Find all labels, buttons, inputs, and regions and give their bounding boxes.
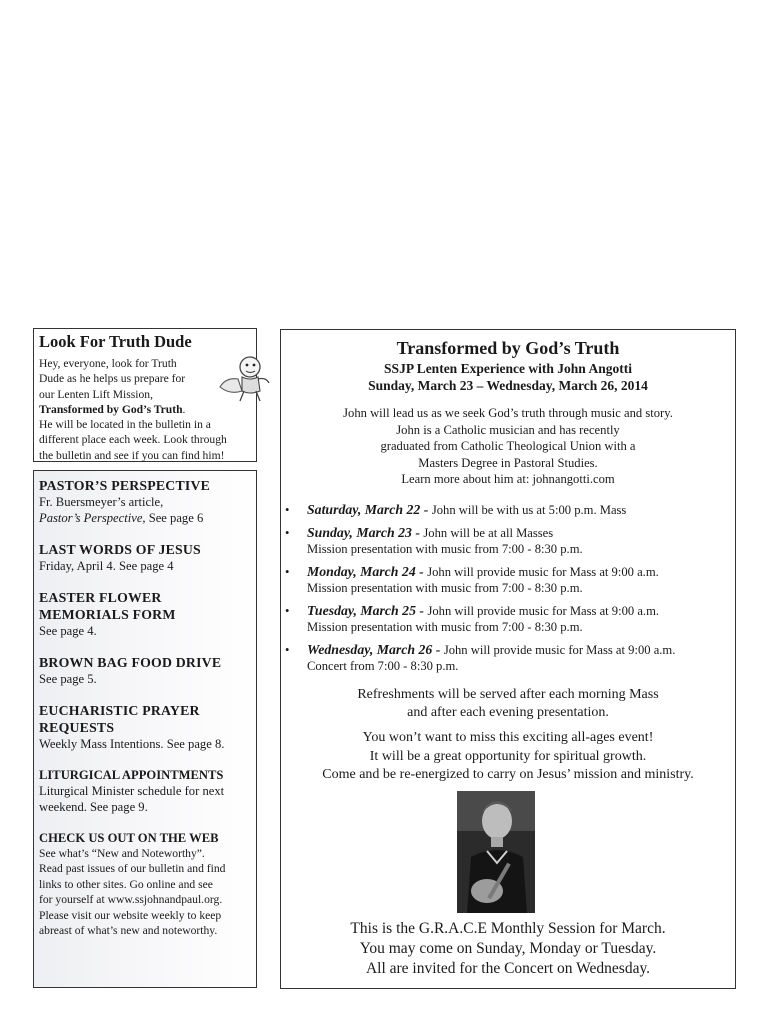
section-text: for yourself at www.ssjohnandpaul.org.: [39, 893, 223, 907]
truth-dude-line: He will be located in the bulletin in a: [39, 418, 211, 432]
intro-paragraph: [281, 405, 735, 488]
schedule-text: John will provide music for Mass at 9:00 a.m.: [427, 564, 659, 579]
schedule-item: [281, 603, 735, 636]
schedule-list: [281, 502, 735, 681]
section-title: CHECK US OUT ON THE WEB: [39, 831, 219, 845]
section-text: Weekly Mass Intentions. See page 8.: [39, 737, 225, 751]
grace-line: All are invited for the Concert on Wednesday.: [365, 960, 651, 977]
schedule-item: [281, 564, 735, 597]
section-title: EUCHARISTIC PRAYER: [39, 703, 200, 718]
intro-line: John will lead us as we seek God’s truth through music and story.: [343, 406, 673, 420]
schedule-item: [281, 525, 735, 558]
bullet: •: [285, 564, 290, 579]
section-text: [39, 510, 251, 526]
schedule-day: Sunday, March 23 -: [307, 524, 424, 540]
truth-dude-title: Look For Truth Dude: [39, 332, 192, 351]
schedule-text: John will be at all Masses: [423, 525, 554, 540]
eucharistic-section: [39, 702, 251, 752]
john-angotti-photo: [457, 791, 535, 913]
section-title: MEMORIALS FORM: [39, 607, 176, 622]
section-title: EASTER FLOWER: [39, 590, 162, 605]
section-text: links to other sites. Go online and see: [39, 877, 213, 891]
main-subtitle: SSJP Lenten Experience with John Angotti: [384, 361, 632, 376]
intro-line: Masters Degree in Pastoral Studies.: [418, 455, 598, 470]
section-text: Fr. Buersmeyer’s article,: [39, 495, 164, 509]
section-text: See page 5.: [39, 672, 97, 686]
intro-line: John is a Catholic musician and has recently: [396, 422, 620, 437]
section-text: See page 4.: [39, 624, 97, 638]
period: .: [182, 402, 186, 416]
schedule-detail: Mission presentation with music from 7:00 - 8:30 p.m.: [307, 581, 583, 595]
grace-line: This is the G.R.A.C.E Monthly Session for March.: [350, 920, 666, 937]
invitation-line: Come and be re-energized to carry on Jesus’ mission and ministry.: [322, 767, 694, 782]
truth-dude-icon: [214, 347, 274, 407]
invitation-note: [281, 729, 735, 785]
truth-dude-line: different place each week. Look through: [39, 433, 227, 447]
schedule-text: John will provide music for Mass at 9:00 a.m.: [443, 642, 676, 657]
section-text: Liturgical Minister schedule for next: [39, 784, 225, 798]
schedule-detail: Mission presentation with music from 7:00 - 8:30 p.m.: [307, 620, 583, 634]
schedule-text: John will provide music for Mass at 9:00 a.m.: [427, 603, 660, 618]
grace-note: [281, 919, 735, 979]
grace-line: You may come on Sunday, Monday or Tuesday.: [359, 940, 657, 957]
brown-bag-section: [39, 654, 251, 687]
section-text: Read past issues of our bulletin and find: [39, 862, 226, 876]
last-words-section: [39, 541, 251, 574]
schedule-text: John will be with us at 5:00 p.m. Mass: [431, 503, 627, 517]
intro-line: graduated from Catholic Theological Union with a: [380, 439, 636, 453]
section-text: Friday, April 4. See page 4: [39, 559, 174, 573]
easter-flower-section: [39, 589, 251, 639]
truth-dude-line: Dude as he helps us prepare for: [39, 372, 186, 386]
pastor-section: [39, 477, 251, 526]
section-title: BROWN BAG FOOD DRIVE: [39, 655, 222, 670]
section-text: See what’s “New and Noteworthy”.: [39, 847, 205, 860]
schedule-day: Wednesday, March 26 -: [307, 641, 444, 657]
bullet: •: [285, 503, 290, 517]
page-ref: See page 6: [145, 511, 204, 525]
liturgical-section: [39, 767, 251, 815]
schedule-day: Saturday, March 22 -: [307, 502, 432, 517]
column-name: Pastor’s Perspective,: [39, 511, 146, 525]
bullet: •: [285, 642, 290, 657]
truth-dude-line: Hey, everyone, look for Truth: [39, 357, 177, 370]
web-section: [39, 830, 251, 938]
schedule-day: Tuesday, March 25 -: [307, 602, 428, 618]
lenten-mission-box: [280, 329, 736, 989]
section-title: LITURGICAL APPOINTMENTS: [39, 768, 224, 782]
bullet: •: [285, 603, 290, 618]
section-text: abreast of what’s new and noteworthy.: [39, 924, 218, 938]
invitation-line: You won’t want to miss this exciting all-ages event!: [362, 730, 654, 745]
section-title: PASTOR’S PERSPECTIVE: [39, 478, 211, 493]
truth-dude-line: our Lenten Lift Mission,: [39, 387, 153, 401]
mission-name: Transformed by God’s Truth: [39, 402, 183, 416]
refreshments-note: [281, 686, 735, 722]
section-title: REQUESTS: [39, 720, 115, 735]
section-title: LAST WORDS OF JESUS: [39, 542, 201, 557]
section-text: Please visit our website weekly to keep: [39, 908, 222, 922]
main-date-range: Sunday, March 23 – Wednesday, March 26, 2014: [368, 378, 648, 393]
invitation-line: It will be a great opportunity for spiritual growth.: [369, 748, 647, 764]
refreshments-line: Refreshments will be served after each morning Mass: [357, 687, 659, 702]
schedule-item: [281, 642, 735, 675]
truth-dude-box: [33, 328, 257, 462]
truth-dude-line: the bulletin and see if you can find him!: [39, 448, 225, 462]
schedule-detail: Concert from 7:00 - 8:30 p.m.: [307, 659, 459, 673]
section-text: weekend. See page 9.: [39, 800, 148, 814]
bullet: •: [285, 525, 290, 540]
schedule-detail: Mission presentation with music from 7:00 - 8:30 p.m.: [307, 542, 583, 556]
schedule-item: [281, 502, 735, 519]
refreshments-line: and after each evening presentation.: [407, 705, 609, 720]
main-title: Transformed by God’s Truth: [396, 338, 620, 358]
intro-line: Learn more about him at: johnangotti.com: [401, 472, 615, 486]
schedule-day: Monday, March 24 -: [307, 563, 428, 579]
bulletin-index-sidebar: [33, 470, 257, 988]
